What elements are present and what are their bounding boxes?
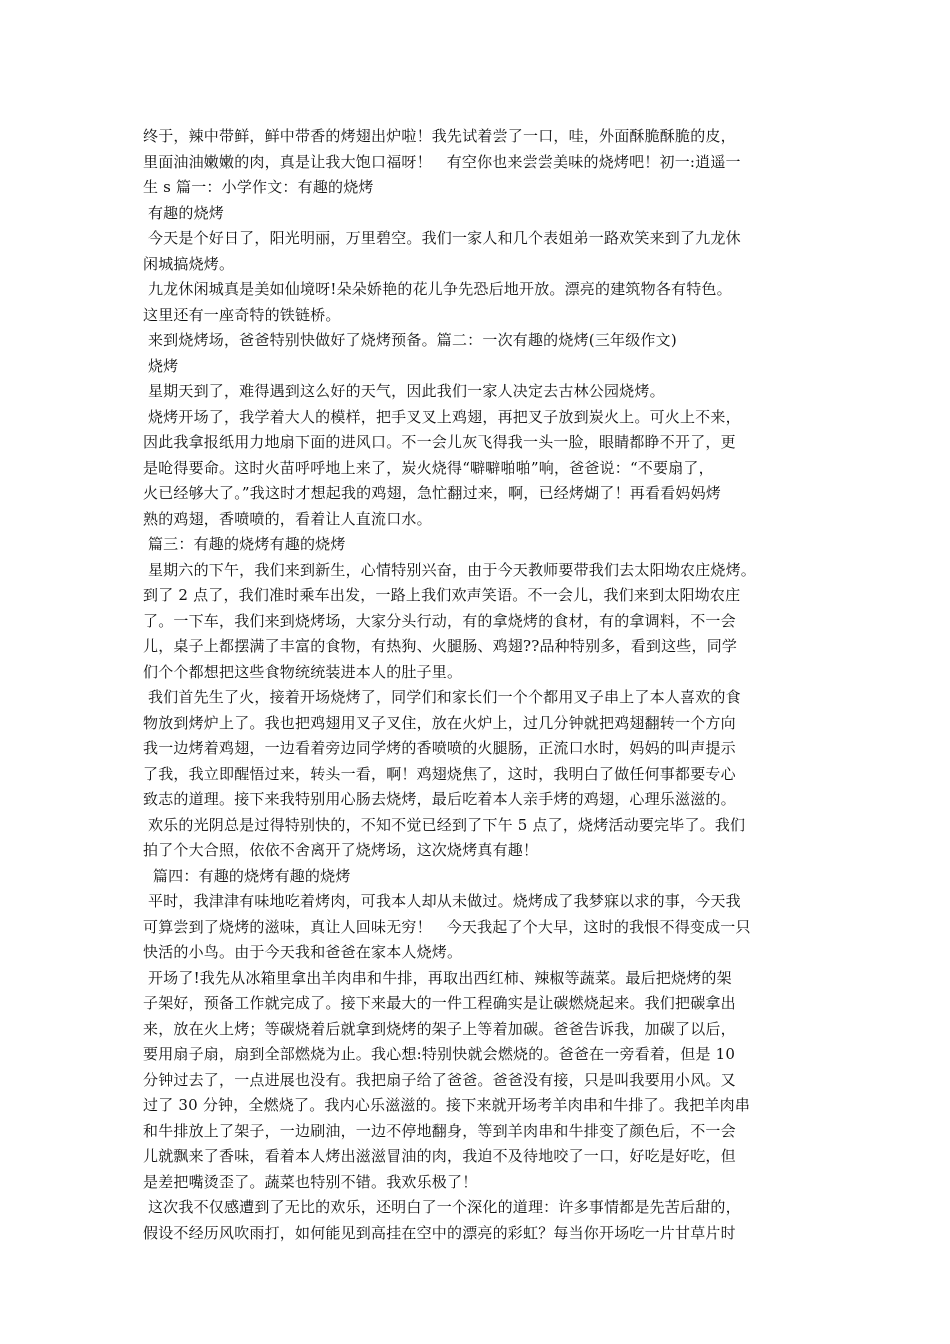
text-line: 是呛得要命。这时火苗呼呼地上来了，炭火烧得“噼噼啪啪”响，爸爸说：“不要扇了， (143, 458, 714, 477)
text-line: 子架好，预备工作就完成了。接下来最大的一件工程确实是让碳燃烧起来。我们把碳拿出 (143, 994, 736, 1012)
text-line: 欢乐的光阴总是过得特别快的，不知不觉已经到了下午 5 点了，烧烤活动要完毕了。我们 (143, 815, 746, 834)
text-line: 星期天到了，难得遇到这么好的天气，因此我们一家人决定去古林公园烧烤。 (143, 382, 665, 400)
text-line: 来，放在火上烤；等碳烧着后就拿到烧烤的架子上等着加碳。爸爸告诉我，加碳了以后， (143, 1019, 736, 1038)
text-line: 到了 2 点了，我们准时乘车出发，一路上我们欢声笑语。不一会儿，我们来到太阳坳农庄 (143, 586, 741, 604)
text-line: 终于，辣中带鲜，鲜中带香的烤翅出炉啦！我先试着尝了一口，哇，外面酥脆酥脆的皮， (143, 127, 736, 145)
document-body (143, 124, 815, 1246)
text-line: 要用扇子扇，扇到全部燃烧为止。我心想:特别快就会燃烧的。爸爸在一旁看着，但是 10 (143, 1045, 736, 1063)
text-line: 今天是个好日了，阳光明丽，万里碧空。我们一家人和几个表姐弟一路欢笑来到了九龙休 (143, 229, 741, 247)
text-line: 拍了个大合照，依依不舍离开了烧烤场，这次烧烤真有趣！ (143, 841, 539, 859)
text-line: 这次我不仅感遭到了无比的欢乐，还明白了一个深化的道理：许多事情都是先苦后甜的， (143, 1198, 741, 1216)
text-line: 们个个都想把这些食物统统装进本人的肚子里。 (143, 662, 463, 681)
text-line: 分钟过去了，一点进展也没有。我把扇子给了爸爸。爸爸没有接，只是叫我要用小风。又 (143, 1070, 736, 1089)
section-heading: 篇四：有趣的烧烤有趣的烧烤 (143, 866, 351, 885)
text-line: 烧烤开场了，我学着大人的模样，把手叉叉上鸡翅，再把叉子放到炭火上。可火上不来， (143, 407, 741, 426)
text-line: 了。一下车，我们来到烧烤场，大家分头行动，有的拿烧烤的食材，有的拿调料，不一会 (143, 611, 736, 630)
section-heading: 烧烤 (143, 356, 179, 375)
section-heading: 篇三：有趣的烧烤有趣的烧烤 (143, 535, 346, 553)
text-line: 九龙休闲城真是美如仙境呀!朵朵娇艳的花儿争先恐后地开放。漂亮的建筑物各有特色。 (143, 280, 732, 298)
text-line: 和牛排放上了架子，一边刷油，一边不停地翻身，等到羊肉串和牛排变了颜色后，不一会 (143, 1121, 736, 1140)
text-line: 来到烧烤场，爸爸特别快做好了烧烤预备。篇二：一次有趣的烧烤(三年级作文) (143, 331, 677, 349)
text-line: 过了 30 分钟，全燃烧了。我内心乐滋滋的。接下来就开场考羊肉串和牛排了。我把羊肉串 (143, 1096, 751, 1114)
text-line: 我们首先生了火，接着开场烧烤了，同学们和家长们一个个都用叉子串上了本人喜欢的食 (143, 688, 741, 706)
text-line: 儿，桌子上都摆满了丰富的食物，有热狗、火腿肠、鸡翅??品种特别多，看到这些，同学 (143, 637, 738, 655)
text-line: 生 s 篇一：小学作文：有趣的烧烤 (143, 178, 374, 196)
text-line: 假设不经历风吹雨打，如何能见到高挂在空中的漂亮的彩虹？每当你开场吃一片甘草片时 (143, 1223, 736, 1242)
text-line: 物放到烤炉上了。我也把鸡翅用叉子叉住，放在火炉上，过几分钟就把鸡翅翻转一个方向 (143, 713, 736, 732)
text-line: 里面油油嫩嫩的肉，真是让我大饱口福呀！ 有空你也来尝尝美味的烧烤吧！初一:逍遥一 (143, 152, 741, 171)
text-line: 我一边烤着鸡翅，一边看着旁边同学烤的香喷喷的火腿肠，正流口水时，妈妈的叫声提示 (143, 739, 736, 757)
text-line: 闲城搞烧烤。 (143, 254, 235, 273)
text-line: 儿就飘来了香味，看着本人烤出滋滋冒油的肉，我迫不及待地咬了一口，好吃是好吃，但 (143, 1147, 736, 1165)
text-line: 开场了!我先从冰箱里拿出羊肉串和牛排，再取出西红柿、辣椒等蔬菜。最后把烧烤的架 (143, 968, 732, 987)
text-line: 星期六的下午，我们来到新生，心情特别兴奋，由于今天教师要带我们去太阳坳农庄烧烤。 (143, 560, 756, 579)
text-line: 这里还有一座奇特的铁链桥。 (143, 305, 341, 324)
text-line: 因此我拿报纸用力地扇下面的进风口。不一会儿灰飞得我一头一脸，眼睛都睁不开了，更 (143, 433, 736, 451)
text-line: 致志的道理。接下来我特别用心肠去烧烤，最后吃着本人亲手烤的鸡翅，心理乐滋滋的。 (143, 790, 736, 808)
text-line: 平时，我津津有味地吃着烤肉，可我本人却从未做过。烧烤成了我梦寐以求的事，今天我 (143, 892, 741, 910)
text-line: 是差把嘴烫歪了。蔬菜也特别不错。我欢乐极了！ (143, 1172, 478, 1191)
text-line: 火已经够大了。”我这时才想起我的鸡翅，急忙翻过来，啊，已经烤煳了！再看看妈妈烤 (143, 484, 721, 502)
text-line: 熟的鸡翅，香喷喷的，看着让人直流口水。 (143, 509, 432, 528)
text-line: 快活的小鸟。由于今天我和爸爸在家本人烧烤。 (143, 943, 463, 961)
text-line: 了我，我立即醒悟过来，转头一看，啊！鸡翅烧焦了，这时，我明白了做任何事都要专心 (143, 764, 736, 783)
text-line: 可算尝到了烧烤的滋味，真让人回味无穷！ 今天我起了个大早，这时的我恨不得变成一只 (143, 917, 751, 936)
section-heading: 有趣的烧烤 (143, 203, 224, 222)
